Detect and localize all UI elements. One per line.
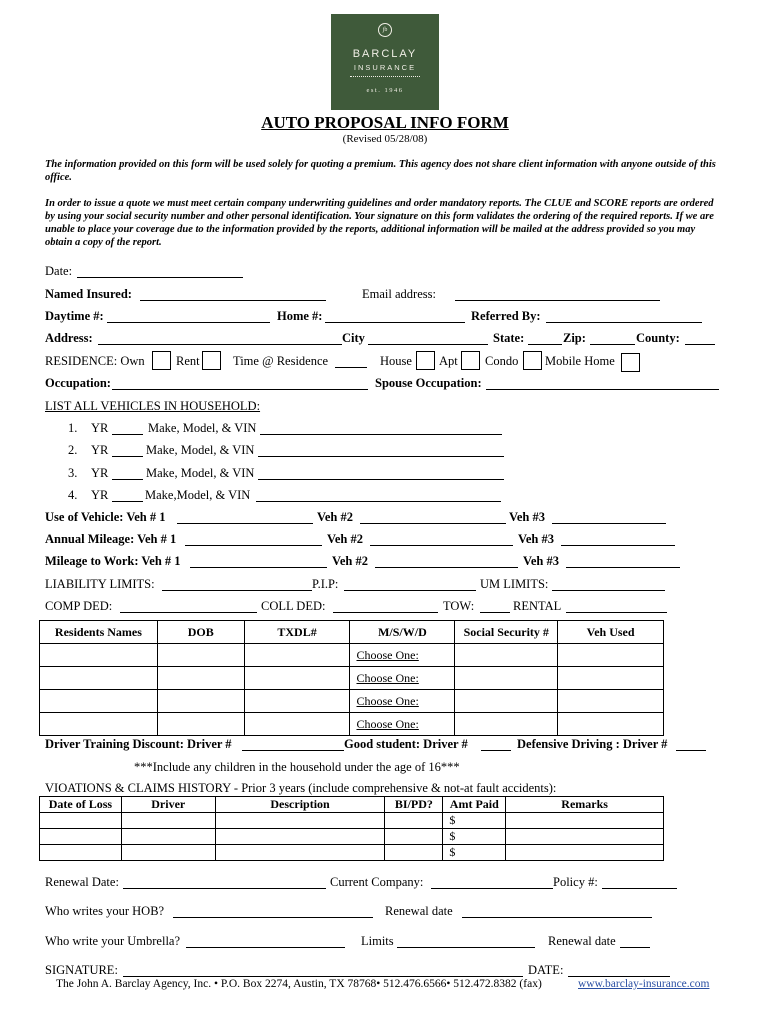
vehicle-4-vin-field[interactable]: [256, 501, 501, 502]
resident-txdl-cell[interactable]: [244, 713, 350, 736]
renewal-date-label: Renewal Date:: [45, 875, 119, 889]
col-bipd: BI/PD?: [385, 797, 443, 813]
claim-desc-cell[interactable]: [215, 829, 385, 845]
pip-label: P.I.P:: [312, 577, 339, 591]
claim-driver-cell[interactable]: [121, 813, 215, 829]
resident-row: [40, 690, 664, 713]
occupation-label: Occupation:: [45, 376, 111, 390]
claim-driver-cell[interactable]: [121, 845, 215, 861]
policy-label: Policy #:: [553, 875, 598, 889]
house-checkbox[interactable]: [416, 351, 435, 370]
resident-veh-cell[interactable]: [558, 644, 664, 667]
limits-field[interactable]: [397, 947, 535, 948]
use-veh2-label: Veh #2: [317, 510, 354, 524]
rent-label: Rent: [176, 354, 200, 368]
umbrella-label: Who write your Umbrella?: [45, 934, 181, 948]
violations-heading: VIOATIONS & CLAIMS HISTORY - Prior 3 years (include comprehensive & not-at fault accidents):: [45, 781, 557, 795]
claim-row: [40, 829, 664, 845]
signature-date-label: DATE:: [528, 963, 564, 977]
vehicle-4-vin-label: Make,Model, & VIN: [145, 488, 251, 502]
mileage-to-work-label: Mileage to Work: Veh # 1: [45, 554, 181, 568]
vehicle-1-vin-label: Make, Model, & VIN: [148, 421, 257, 435]
umbrella-renewal-label: Renewal date: [548, 934, 616, 948]
state-field[interactable]: [528, 344, 562, 345]
claim-date-cell[interactable]: [40, 829, 122, 845]
tow-label: TOW:: [443, 599, 475, 613]
claim-date-cell[interactable]: [40, 813, 122, 829]
referred-field[interactable]: [546, 322, 702, 323]
rental-field[interactable]: [566, 612, 667, 613]
annual-veh3-label: Veh #3: [518, 532, 555, 546]
use-veh1-field[interactable]: [177, 523, 313, 524]
tow-field[interactable]: [480, 612, 510, 613]
choose-one-select[interactable]: Choose One:: [356, 693, 419, 708]
mileage-veh2-label: Veh #2: [332, 554, 369, 568]
mileage-veh3-field[interactable]: [566, 567, 680, 568]
choose-one-select[interactable]: Choose One:: [356, 716, 419, 731]
footer-address: The John A. Barclay Agency, Inc. • P.O. Box 2274, Austin, TX 78768• 512.476.6566• 512.472.8382 (fax): [56, 978, 542, 990]
claim-bipd-cell[interactable]: [385, 813, 443, 829]
choose-one-select[interactable]: Choose One:: [356, 670, 419, 685]
vehicle-1-vin-field[interactable]: [260, 434, 502, 435]
residents-table: [39, 620, 664, 736]
col-amt-paid: Amt Paid: [443, 797, 506, 813]
marital-select[interactable]: [350, 690, 455, 713]
claim-row: [40, 813, 664, 829]
claims-table: [39, 796, 664, 861]
referred-label: Referred By:: [471, 309, 541, 323]
form-title: AUTO PROPOSAL INFO FORM: [261, 113, 509, 132]
claim-remarks-cell[interactable]: [506, 829, 664, 845]
resident-dob-cell[interactable]: [157, 667, 244, 690]
county-label: County:: [636, 331, 680, 345]
vehicle-3-yr-field[interactable]: [112, 479, 143, 480]
col-remarks: Remarks: [506, 797, 664, 813]
um-limits-field[interactable]: [552, 590, 665, 591]
resident-ssn-cell[interactable]: [455, 644, 558, 667]
underwriting-notice: In order to issue a quote we must meet certain company underwriting guidelines and order mandatory reports. The CLUE and SCORE reports are ordered by using your social security number and other personal identification. Your signature on this form validates the ordering of the required reports. If we are unable to place your coverage due to the information provided by the reports, additional information will be mailed at the address provided so you may obtain a copy of the report.: [45, 198, 714, 248]
driver-training-field[interactable]: [242, 750, 344, 751]
good-student-field[interactable]: [481, 750, 511, 751]
um-limits-label: UM LIMITS:: [480, 577, 549, 591]
annual-veh2-field[interactable]: [370, 545, 513, 546]
logo-monogram: jb: [378, 23, 392, 37]
limits-label: Limits: [361, 934, 394, 948]
home-field[interactable]: [325, 322, 465, 323]
named-insured-label: Named Insured:: [45, 287, 132, 301]
rent-checkbox[interactable]: [202, 351, 221, 370]
annual-veh1-field[interactable]: [185, 545, 322, 546]
marital-select[interactable]: [350, 667, 455, 690]
policy-field[interactable]: [602, 888, 677, 889]
pip-field[interactable]: [344, 590, 476, 591]
rental-label: RENTAL: [513, 599, 562, 613]
vehicle-4-yr-label: YR: [91, 488, 109, 502]
comp-ded-field[interactable]: [120, 612, 257, 613]
vehicle-3-vin-label: Make, Model, & VIN: [146, 466, 255, 480]
spouse-occupation-field[interactable]: [486, 389, 719, 390]
signature-field[interactable]: [123, 976, 523, 977]
mileage-veh3-label: Veh #3: [523, 554, 560, 568]
umbrella-field[interactable]: [186, 947, 345, 948]
address-field[interactable]: [98, 344, 342, 345]
resident-veh-cell[interactable]: [558, 667, 664, 690]
use-veh3-field[interactable]: [552, 523, 666, 524]
col-date-of-loss: Date of Loss: [40, 797, 122, 813]
state-label: State:: [493, 331, 525, 345]
driver-training-label: Driver Training Discount: Driver #: [45, 737, 232, 751]
resident-veh-cell[interactable]: [558, 713, 664, 736]
vehicle-2-vin-field[interactable]: [258, 456, 504, 457]
vehicle-4-yr-field[interactable]: [112, 501, 143, 502]
county-field[interactable]: [685, 344, 715, 345]
date-label: Date:: [45, 264, 73, 278]
claim-driver-cell[interactable]: [121, 829, 215, 845]
privacy-notice: The information provided on this form will be used solely for quoting a premium. This agency does not share client information with anyone outside of this office.: [45, 159, 716, 183]
resident-row: [40, 644, 664, 667]
claim-amt-cell[interactable]: $: [443, 845, 506, 861]
daytime-field[interactable]: [107, 322, 270, 323]
coll-ded-label: COLL DED:: [261, 599, 326, 613]
renewal-date-field[interactable]: [123, 888, 326, 889]
claim-row: [40, 845, 664, 861]
umbrella-renewal-field[interactable]: [620, 947, 650, 948]
hob-label: Who writes your HOB?: [45, 904, 165, 918]
condo-checkbox[interactable]: [523, 351, 542, 370]
resident-dob-cell[interactable]: [157, 690, 244, 713]
vehicle-3-vin-field[interactable]: [258, 479, 504, 480]
use-veh3-label: Veh #3: [509, 510, 546, 524]
hob-field[interactable]: [173, 917, 373, 918]
annual-veh3-field[interactable]: [561, 545, 675, 546]
defensive-driving-field[interactable]: [676, 750, 706, 751]
children-note: ***Include any children in the household under the age of 16***: [134, 760, 460, 774]
logo-established: est. 1946: [366, 87, 404, 94]
col-driver: Driver: [121, 797, 215, 813]
vehicle-1-num: 1.: [68, 421, 78, 435]
occupation-field[interactable]: [112, 389, 368, 390]
col-veh-used: Veh Used: [558, 621, 664, 644]
resident-txdl-cell[interactable]: [244, 690, 350, 713]
resident-name-cell[interactable]: [40, 667, 158, 690]
city-label: City: [342, 331, 365, 345]
claim-desc-cell[interactable]: [215, 845, 385, 861]
signature-label: SIGNATURE:: [45, 963, 118, 977]
col-marital: M/S/W/D: [350, 621, 455, 644]
apt-checkbox[interactable]: [461, 351, 480, 370]
house-label: House: [380, 354, 412, 368]
resident-txdl-cell[interactable]: [244, 667, 350, 690]
resident-ssn-cell[interactable]: [455, 667, 558, 690]
resident-row: [40, 667, 664, 690]
vehicle-2-vin-label: Make, Model, & VIN: [146, 443, 255, 457]
spouse-occupation-label: Spouse Occupation:: [375, 376, 482, 390]
zip-field[interactable]: [590, 344, 635, 345]
col-ssn: Social Security #: [455, 621, 558, 644]
claim-desc-cell[interactable]: [215, 813, 385, 829]
current-company-label: Current Company:: [330, 875, 424, 889]
current-company-field[interactable]: [431, 888, 553, 889]
vehicle-2-yr-label: YR: [91, 443, 109, 457]
resident-ssn-cell[interactable]: [455, 690, 558, 713]
mileage-veh2-field[interactable]: [375, 567, 518, 568]
list-vehicles-heading: LIST ALL VEHICLES IN HOUSEHOLD:: [45, 399, 261, 413]
marital-select[interactable]: [350, 644, 455, 667]
col-txdl: TXDL#: [244, 621, 350, 644]
mileage-veh1-field[interactable]: [190, 567, 327, 568]
revised-date: (Revised 05/28/08): [342, 133, 428, 145]
claim-date-cell[interactable]: [40, 845, 122, 861]
col-description: Description: [215, 797, 385, 813]
time-residence-label: Time @ Residence: [233, 354, 329, 368]
time-residence-field[interactable]: [335, 367, 367, 368]
col-dob: DOB: [157, 621, 244, 644]
resident-dob-cell[interactable]: [157, 713, 244, 736]
date-field[interactable]: [77, 277, 243, 278]
email-label: Email address:: [362, 287, 436, 301]
barclay-logo: [331, 14, 439, 110]
resident-row: [40, 713, 664, 736]
resident-ssn-cell[interactable]: [455, 713, 558, 736]
zip-label: Zip:: [563, 331, 586, 345]
use-veh2-field[interactable]: [360, 523, 506, 524]
mobile-home-label: Mobile Home: [545, 354, 615, 368]
claim-amt-cell[interactable]: $: [443, 829, 506, 845]
logo-line2: INSURANCE: [353, 63, 417, 72]
address-label: Address:: [45, 331, 93, 345]
marital-select[interactable]: [350, 713, 455, 736]
claim-amt-cell[interactable]: $: [443, 813, 506, 829]
apt-label: Apt: [439, 354, 458, 368]
annual-veh2-label: Veh #2: [327, 532, 364, 546]
hob-renewal-label: Renewal date: [385, 904, 453, 918]
website-link[interactable]: www.barclay-insurance.com: [578, 978, 710, 990]
home-label: Home #:: [277, 309, 323, 323]
resident-veh-cell[interactable]: [558, 690, 664, 713]
email-field[interactable]: [455, 300, 660, 301]
resident-name-cell[interactable]: [40, 644, 158, 667]
claim-bipd-cell[interactable]: [385, 829, 443, 845]
vehicle-2-yr-field[interactable]: [112, 456, 143, 457]
choose-one-select[interactable]: Choose One:: [356, 647, 419, 662]
good-student-label: Good student: Driver #: [344, 737, 468, 751]
use-of-vehicle-label: Use of Vehicle: Veh # 1: [45, 510, 166, 524]
resident-name-cell[interactable]: [40, 713, 158, 736]
logo-divider: [350, 76, 420, 77]
vehicle-1-yr-field[interactable]: [112, 434, 143, 435]
liability-limits-label: LIABILITY LIMITS:: [45, 577, 155, 591]
coll-ded-field[interactable]: [333, 612, 438, 613]
resident-dob-cell[interactable]: [157, 644, 244, 667]
vehicle-1-yr-label: YR: [91, 421, 109, 435]
hob-renewal-field[interactable]: [462, 917, 652, 918]
city-field[interactable]: [368, 344, 488, 345]
own-checkbox[interactable]: [152, 351, 171, 370]
claim-remarks-cell[interactable]: [506, 813, 664, 829]
vehicle-3-num: 3.: [68, 466, 78, 480]
liability-limits-field[interactable]: [162, 590, 312, 591]
col-residents-names: Residents Names: [40, 621, 158, 644]
claim-bipd-cell[interactable]: [385, 845, 443, 861]
vehicle-3-yr-label: YR: [91, 466, 109, 480]
vehicle-4-num: 4.: [68, 488, 78, 502]
residence-label: RESIDENCE: Own: [45, 354, 145, 368]
comp-ded-label: COMP DED:: [45, 599, 113, 613]
resident-name-cell[interactable]: [40, 690, 158, 713]
named-insured-field[interactable]: [140, 300, 326, 301]
claim-remarks-cell[interactable]: [506, 845, 664, 861]
signature-date-field[interactable]: [568, 976, 670, 977]
condo-label: Condo: [485, 354, 519, 368]
annual-mileage-label: Annual Mileage: Veh # 1: [45, 532, 177, 546]
mobile-home-checkbox[interactable]: [621, 353, 640, 372]
vehicle-2-num: 2.: [68, 443, 78, 457]
logo-line1: BARCLAY: [352, 48, 418, 60]
daytime-label: Daytime #:: [45, 309, 104, 323]
defensive-driving-label: Defensive Driving : Driver #: [517, 737, 668, 751]
resident-txdl-cell[interactable]: [244, 644, 350, 667]
